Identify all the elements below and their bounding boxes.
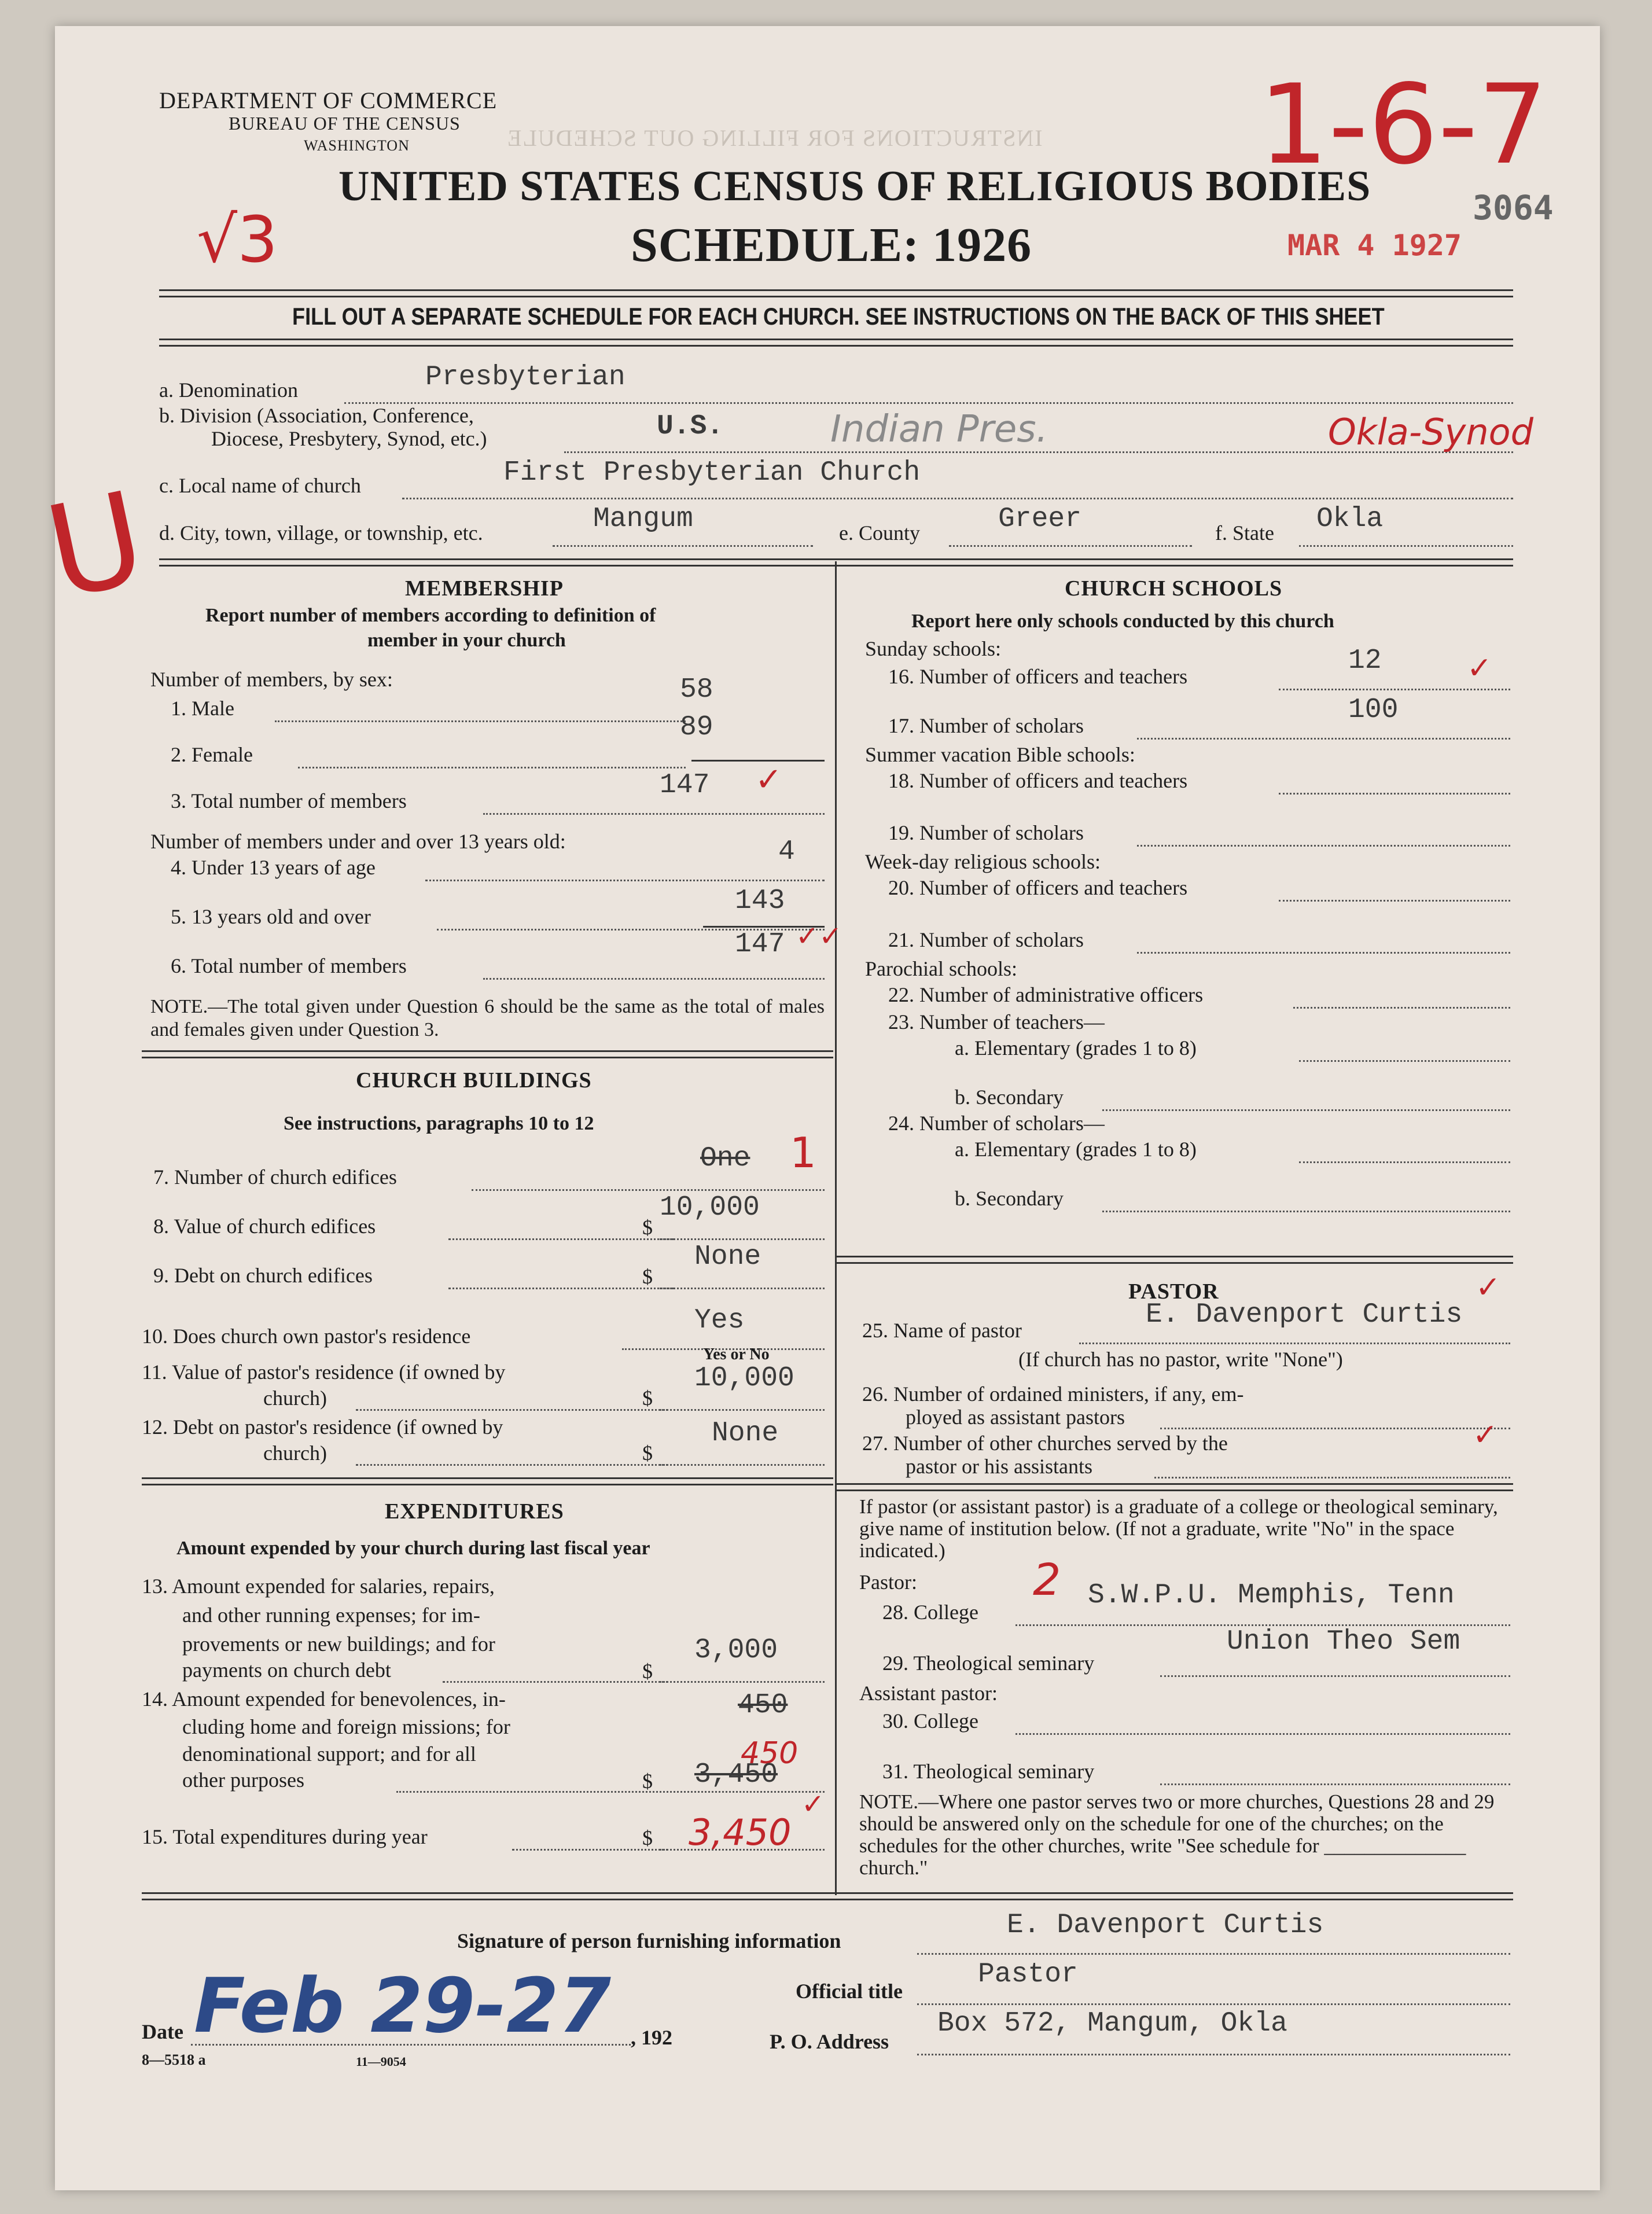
handwritten-side-mark: U [35,464,157,628]
q27-check: ✓ [1473,1418,1498,1452]
q20-weekday-officers: 20. Number of officers and teachers [888,876,1188,899]
q13-line-1: 13. Amount expended for salaries, repairs, [142,1575,495,1598]
q2-female: 2. Female [171,743,253,766]
buildings-rule [142,1477,833,1485]
q19-summer-scholars: 19. Number of scholars [888,821,1084,844]
bureau-name: BUREAU OF THE CENSUS [229,113,461,134]
division-handwritten: Indian Pres. [830,408,1048,451]
q23b-secondary: b. Secondary [955,1086,1064,1109]
q28-college: 28. College [882,1601,978,1624]
census-schedule-sheet [35,26,1600,2190]
q17-sunday-scholars: 17. Number of scholars [888,714,1084,737]
expenditures-heading: EXPENDITURES [385,1499,564,1524]
q12-cont: church) [263,1441,327,1465]
dept-name: DEPARTMENT OF COMMERCE [159,87,498,113]
v29-seminary: Union Theo Sem [1227,1626,1460,1657]
membership-note: NOTE.—The total given under Question 6 should be the same as the total of males and females given under Question 3. [150,996,825,1040]
v3-check: ✓ [755,761,782,799]
dollar-sign: $ [642,1770,653,1793]
pastor-note: NOTE.—Where one pastor serves two or more churches, Questions 28 and 29 should be answered only on the schedule for one of the churches; on the schedules for the other churches, write "See schedule for ______________ church." [859,1790,1495,1879]
q6-total: 6. Total number of members [171,954,407,977]
schools-rule [836,1256,1513,1264]
v16-check: ✓ [1467,651,1492,686]
header-rule-top [159,289,1513,297]
v8-value-edifices: 10,000 [660,1192,760,1223]
q27-cont: pastor or his assistants [906,1455,1092,1478]
q8-value-edifices: 8. Value of church edifices [153,1215,376,1238]
q9-debt-edifices: 9. Debt on church edifices [153,1264,373,1287]
dollar-sign: $ [642,1826,653,1849]
q26-cont: ployed as assistant pastors [906,1406,1125,1429]
summer-schools: Summer vacation Bible schools: [865,743,1135,766]
back-side-heading: INSTRUCTIONS FOR FILLING OUT SCHEDULE [506,125,1043,151]
q24b-secondary: b. Secondary [955,1187,1064,1210]
date-handwritten: Feb 29-27 [194,1962,611,2050]
v14-handwritten: 450 [741,1736,799,1771]
q10-own-residence: 10. Does church own pastor's residence [142,1325,471,1348]
form-title: UNITED STATES CENSUS OF RELIGIOUS BODIES [339,163,1371,210]
address-value: Box 572, Mangum, Okla [937,2008,1287,2039]
v14-benevolences: 3,450 [694,1759,778,1790]
v11-value-residence: 10,000 [694,1363,794,1394]
local-name-value: First Presbyterian Church [503,457,921,488]
v13-running-expenses: 3,000 [694,1635,778,1666]
stamp-date: MAR 4 1927 [1287,229,1462,262]
q13-line-2: and other running expenses; for im- [182,1604,480,1627]
expenditures-sub: Amount expended by your church during last fiscal year [176,1538,650,1559]
official-title-label: Official title [796,1980,903,2003]
stamp-number: 3064 [1473,188,1554,227]
division-value: U.S. [657,411,724,442]
division-label-2: Diocese, Presbytery, Synod, etc.) [211,427,487,450]
v7-edifices: One [700,1143,750,1174]
signature-value: E. Davenport Curtis [1007,1910,1324,1941]
signature-label: Signature of person furnishing information [457,1929,841,1952]
v5-13-and-over: 143 [735,885,785,917]
v3-total: 147 [660,770,710,801]
denomination-label: a. Denomination [159,378,298,402]
graduate-note: If pastor (or assistant pastor) is a graduate of a college or theological seminary, give name of institution below. (If not a graduate, write "No" in the space indicated.) [859,1495,1498,1562]
q31-seminary: 31. Theological seminary [882,1760,1095,1783]
q13-line-4: payments on church debt [182,1658,391,1682]
v16-sunday-officers: 12 [1348,645,1382,676]
county-value: Greer [998,503,1082,535]
q11-value-residence: 11. Value of pastor's residence (if owned by [142,1360,506,1384]
dollar-sign: $ [642,1386,653,1410]
v2-female: 89 [680,712,713,743]
q13-line-3: provements or new buildings; and for [182,1632,495,1656]
membership-heading: MEMBERSHIP [405,576,564,601]
v9-debt-edifices: None [694,1241,761,1273]
q14-line-1: 14. Amount expended for benevolences, in- [142,1687,506,1711]
v1-male: 58 [680,674,713,705]
official-title-value: Pastor [978,1959,1078,1990]
date-year-suffix: , 192 [631,2026,672,2049]
schools-sub: Report here only schools conducted by this church [911,610,1334,632]
date-label: Date [142,2020,183,2043]
members-by-sex: Number of members, by sex: [150,668,393,691]
instruction-banner: FILL OUT A SEPARATE SCHEDULE FOR EACH CHURCH. SEE INSTRUCTIONS ON THE BACK OF THIS SHEET [292,303,1385,330]
membership-sub-2: member in your church [367,630,566,651]
assistant-pastor-label: Assistant pastor: [859,1682,998,1705]
v28-handwritten: 2 [1033,1554,1061,1605]
yes-no-hint: Yes or No [703,1345,770,1363]
v12-debt-residence: None [712,1418,779,1449]
city-label: d. City, town, village, or township, etc. [159,521,483,545]
q18-summer-officers: 18. Number of officers and teachers [888,769,1188,792]
v10-own-residence: Yes [694,1305,745,1336]
q7-edifices: 7. Number of church edifices [153,1165,397,1189]
pastor-rule [836,1483,1513,1491]
q30-college: 30. College [882,1709,978,1733]
division-label: b. Division (Association, Conference, [159,404,474,427]
dollar-sign: $ [642,1265,653,1288]
state-value: Okla [1316,503,1384,535]
schools-heading: CHURCH SCHOOLS [1065,576,1283,601]
v6-total: 147 [735,929,785,960]
q27-other-churches: 27. Number of other churches served by the [862,1432,1228,1455]
city-name: WASHINGTON [304,137,410,154]
schedule-title: SCHEDULE: 1926 [631,218,1032,272]
weekday-schools: Week-day religious schools: [865,850,1101,873]
city-value: Mangum [593,503,693,535]
q14-line-2: cluding home and foreign missions; for [182,1715,510,1738]
form-number: 8—5518 a [142,2051,206,2068]
v6-check: ✓✓ [796,920,842,952]
q29-seminary: 29. Theological seminary [882,1652,1095,1675]
q14-line-3: denominational support; and for all [182,1742,476,1766]
buildings-heading: CHURCH BUILDINGS [356,1068,592,1093]
pastor-heading: PASTOR [1128,1279,1219,1304]
membership-rule [142,1050,833,1058]
v4-under-13: 4 [778,836,795,867]
footer-rule [142,1892,1513,1900]
buildings-sub: See instructions, paragraphs 10 to 12 [284,1113,594,1134]
members-by-age: Number of members under and over 13 years old: [150,830,566,853]
parochial-schools: Parochial schools: [865,957,1017,980]
v15-check: ✓ [801,1788,825,1821]
pastor-label: Pastor: [859,1571,918,1594]
q3-total: 3. Total number of members [171,789,407,812]
q22-admin-officers: 22. Number of administrative officers [888,983,1204,1006]
denomination-value: Presbyterian [425,362,626,393]
q14-line-4: other purposes [182,1768,304,1792]
v28-college: S.W.P.U. Memphis, Tenn [1088,1580,1455,1611]
v14-struck: 450 [738,1690,788,1721]
v7-handwritten: 1 [790,1128,816,1177]
q25-pastor-name: 25. Name of pastor [862,1319,1022,1342]
q11-cont: church) [263,1386,327,1410]
q1-male: 1. Male [171,697,234,720]
q4-under-13: 4. Under 13 years of age [171,856,376,879]
dollar-sign: $ [642,1216,653,1239]
handwritten-check-3: √3 [197,203,278,277]
q5-13-and-over: 5. 13 years old and over [171,905,371,928]
dollar-sign: $ [642,1660,653,1683]
q24-scholars: 24. Number of scholars— [888,1112,1105,1135]
q25-hint: (If church has no pastor, write "None") [1018,1348,1343,1371]
q21-weekday-scholars: 21. Number of scholars [888,928,1084,951]
q15-total-expenditures: 15. Total expenditures during year [142,1825,428,1848]
q23-teachers: 23. Number of teachers— [888,1010,1105,1034]
local-name-label: c. Local name of church [159,474,361,497]
division-synod-handwritten: Okla-Synod [1328,411,1533,453]
v25-pastor-name: E. Davenport Curtis [1146,1299,1463,1330]
pastor-check: ✓ [1476,1270,1501,1305]
v17-sunday-scholars: 100 [1348,694,1399,726]
county-label: e. County [839,521,920,545]
column-divider [835,561,837,1895]
header-rule-bottom [159,339,1513,347]
q12-debt-residence: 12. Debt on pastor's residence (if owned by [142,1415,503,1439]
v15-total-expenditures: 3,450 [689,1811,792,1853]
q26-assistants: 26. Number of ordained ministers, if any, em- [862,1382,1244,1406]
state-label: f. State [1215,521,1274,545]
print-number: 11—9054 [356,2054,406,2069]
q23a-elementary: a. Elementary (grades 1 to 8) [955,1036,1197,1060]
sunday-schools: Sunday schools: [865,637,1002,660]
dollar-sign: $ [642,1441,653,1465]
q16-sunday-officers: 16. Number of officers and teachers [888,665,1188,688]
address-label: P. O. Address [770,2030,889,2053]
membership-sub-1: Report number of members according to definition of [205,605,656,626]
q24a-elementary: a. Elementary (grades 1 to 8) [955,1138,1197,1161]
handwritten-top-number: 1-6-7 [1259,61,1548,189]
